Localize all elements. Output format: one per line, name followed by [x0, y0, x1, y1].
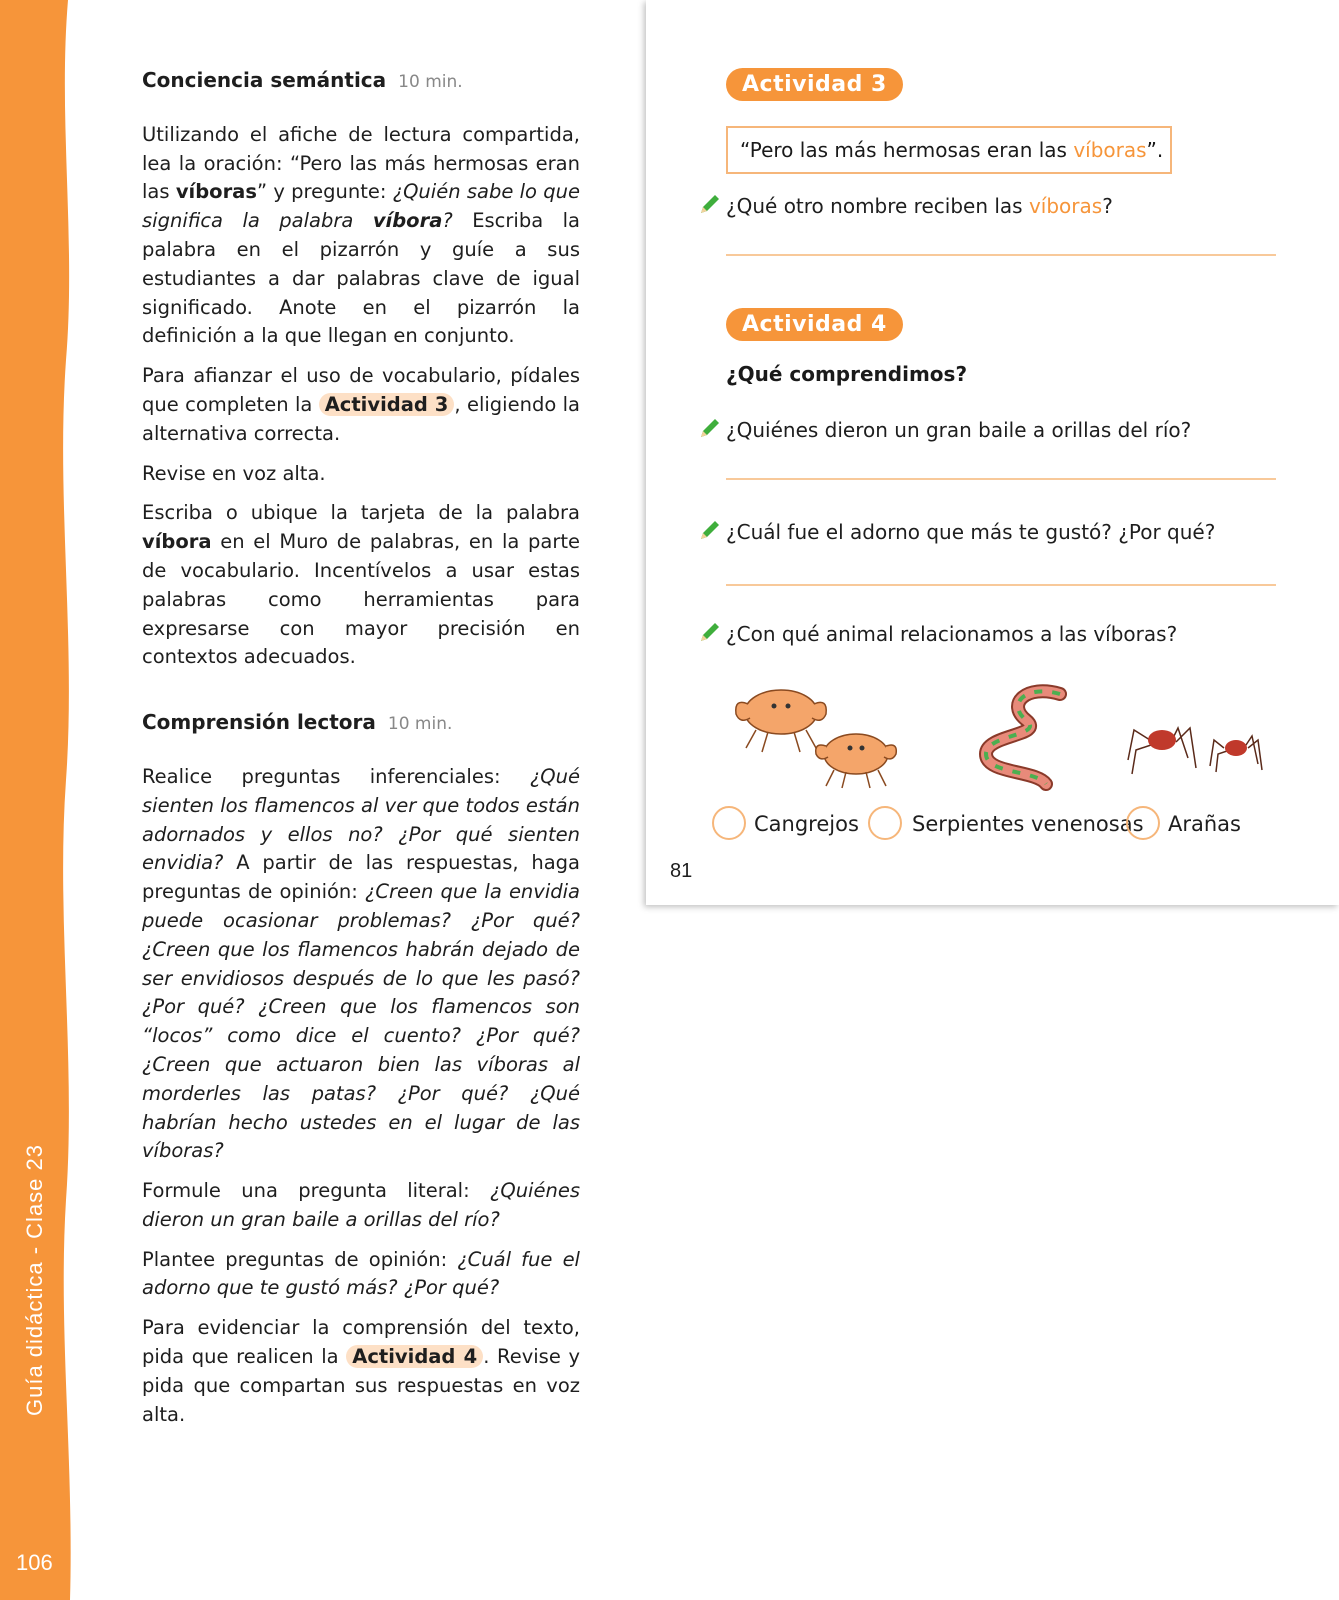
option-radio-crabs[interactable] — [712, 806, 746, 840]
section-title-semantic: Conciencia semántica 10 min. — [142, 68, 463, 92]
option-radio-spiders[interactable] — [1126, 806, 1160, 840]
paragraph: Para evidenciar la comprensión del texto, pida que realicen la Actividad 4 . Revise y pida que compartan sus respuestas en voz alta. — [142, 1316, 581, 1426]
section-time: 10 min. — [398, 72, 463, 92]
section-title-comprehension: Comprensión lectora 10 min. — [142, 710, 453, 735]
worksheet-page-number: 81 — [670, 860, 693, 882]
pencil-icon — [698, 518, 722, 542]
student-worksheet — [646, 0, 1339, 905]
crab-icon — [726, 682, 906, 792]
paragraph: Formule una pregunta literal: ¿Quiénes dieron un gran baile a orillas del río? — [142, 1179, 580, 1231]
activity-4-subtitle: ¿Qué comprendimos? — [726, 362, 968, 386]
spider-icon — [1120, 712, 1270, 782]
activity-4-question-3: ¿Con qué animal relacionamos a las víboras? — [726, 622, 1178, 646]
snake-icon — [966, 684, 1076, 794]
activity-4-question-2: ¿Cuál fue el adorno que más te gustó? ¿Por qué? — [726, 520, 1216, 544]
sidebar — [0, 0, 72, 1600]
option-label-spiders: Arañas — [1168, 812, 1241, 836]
paragraph: Realice preguntas inferenciales: ¿Qué sienten los flamencos al ver que todos están adornados y ellos no? ¿Por qué sienten envidia? A partir de las respuestas, haga preguntas de opinión: ¿Creen que la envidia puede ocasionar problemas? ¿Por qué? ¿Creen que los flamencos habrán dejado de ser envidiosos después de lo que les pasó? ¿Por qué? ¿Creen que los flamencos son “locos” como dice el cuento? ¿Por qué? ¿Creen que actuaron bien las víboras al morderles las patas? ¿Por qué? ¿Qué habrían hecho ustedes en el lugar de las víboras? — [142, 764, 580, 1163]
section-time: 10 min. — [387, 714, 453, 735]
answer-line[interactable] — [726, 254, 1276, 256]
answer-line[interactable] — [726, 478, 1276, 480]
activity-highlight: Actividad 3 — [319, 393, 455, 416]
option-radio-snakes[interactable] — [868, 806, 902, 840]
pencil-icon — [698, 620, 722, 644]
activity-4-badge: Actividad 4 — [726, 308, 903, 341]
paragraph: Revise en voz alta. — [142, 461, 326, 485]
activity-highlight: Actividad 4 — [346, 1345, 483, 1368]
pencil-icon — [698, 192, 722, 216]
paragraph: Plantee preguntas de opinión: ¿Cuál fue el adorno que te gustó más? ¿Por qué? — [142, 1247, 580, 1300]
quote-box: “Pero las más hermosas eran las víboras”. — [726, 126, 1172, 174]
option-label-crabs: Cangrejos — [754, 812, 859, 836]
pencil-icon — [698, 416, 722, 440]
paragraph: Para afianzar el uso de vocabulario, pídales que completen la Actividad 3 , eligiendo la alternativa correcta. — [142, 364, 580, 445]
paragraph: Utilizando el afiche de lectura compartida, lea la oración: “Pero las más hermosas eran las víboras” y pregunte: ¿Quién sabe lo que significa la palabra víbora? Escriba la palabra en el pizarrón y guíe a sus estudiantes a dar palabras clave de igual significado. Anote en el pizarrón la definición a la que llegan en conjunto. — [142, 122, 580, 348]
paragraph: Escriba o ubique la tarjeta de la palabra víbora en el Muro de palabras, en la parte de vocabulario. Incentívelos a usar estas palabras como herramientas para expresarse con mayor precisión en contextos adecuados. — [142, 501, 580, 669]
activity-4-question-1: ¿Quiénes dieron un gran baile a orillas del río? — [726, 418, 1192, 442]
option-label-snakes: Serpientes venenosas — [912, 812, 1144, 836]
answer-line[interactable] — [726, 584, 1276, 586]
page-number: 106 — [16, 1550, 53, 1575]
activity-3-badge: Actividad 3 — [726, 68, 903, 101]
activity-3-question: ¿Qué otro nombre reciben las víboras? — [726, 194, 1113, 218]
teacher-guide-column — [142, 66, 580, 1440]
guide-label: Guía didáctica - Clase 23 — [22, 1143, 47, 1417]
